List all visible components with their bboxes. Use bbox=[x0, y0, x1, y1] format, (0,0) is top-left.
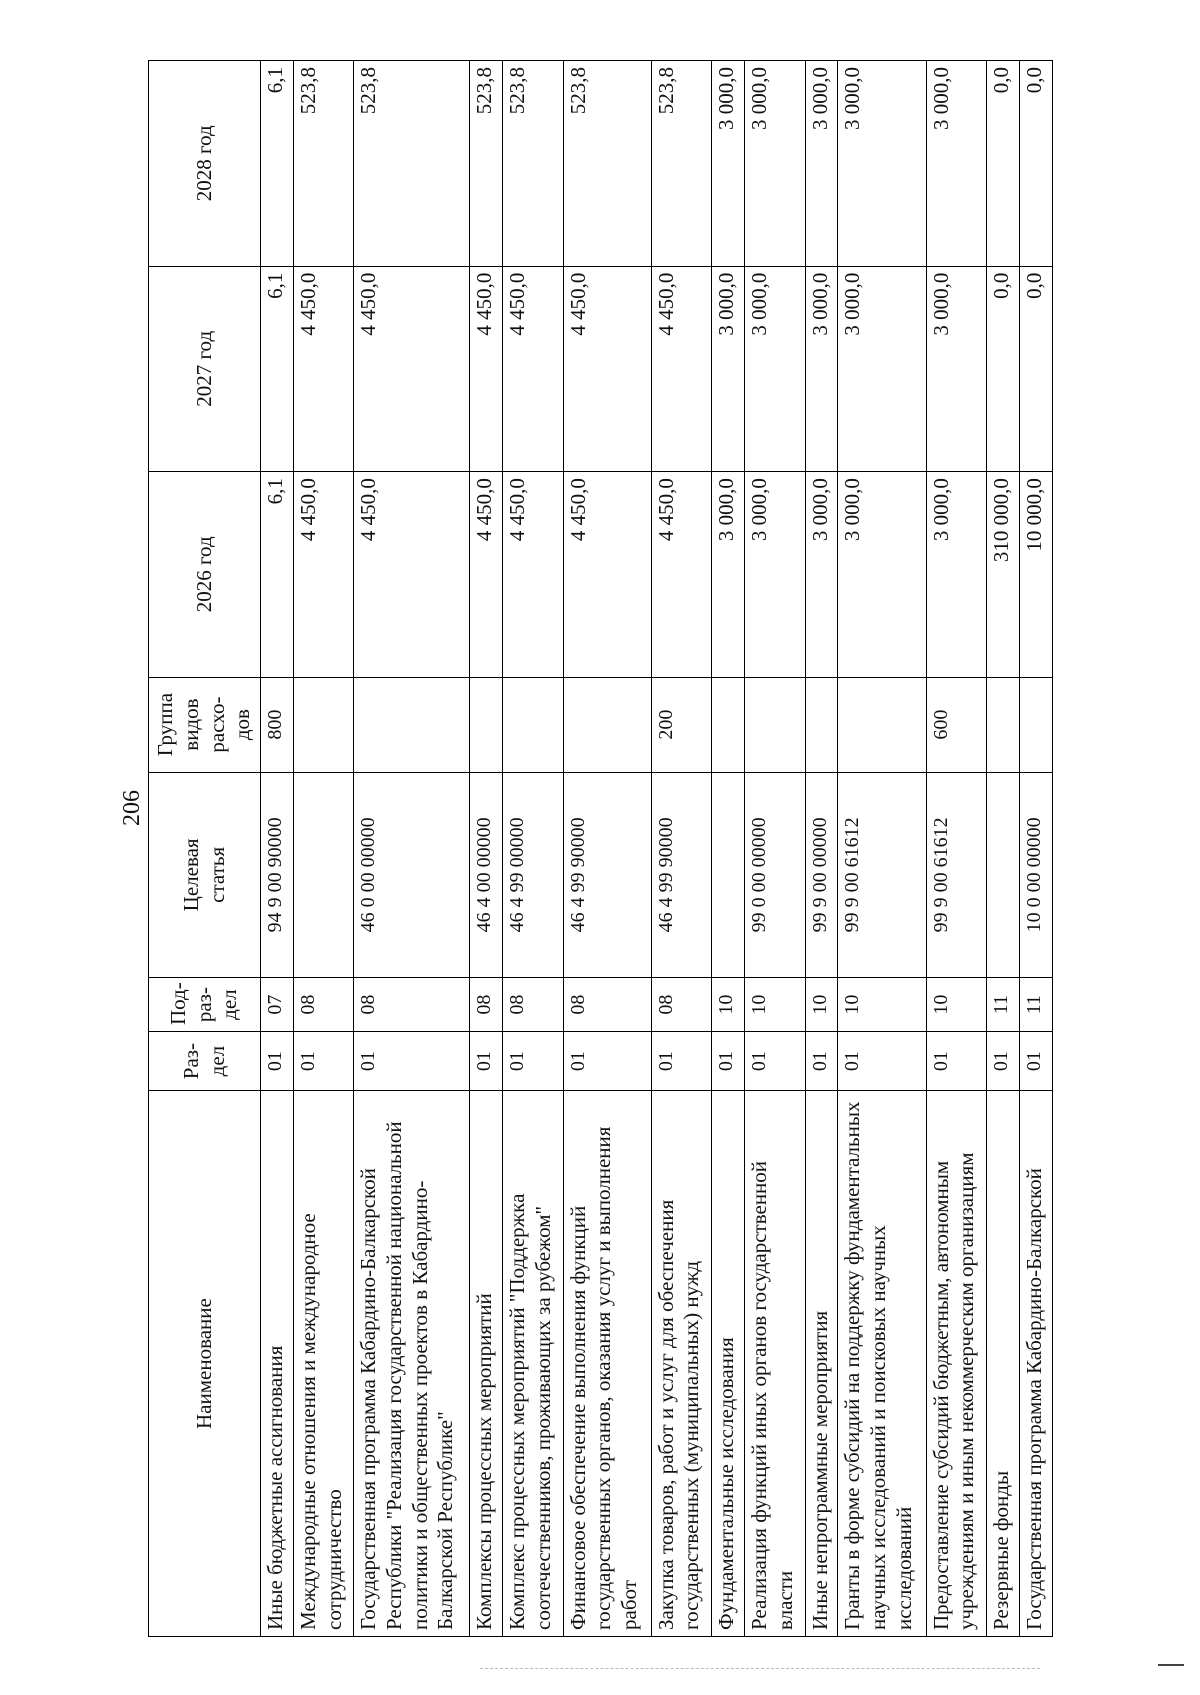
cell-2026: 4 450,0 bbox=[503, 472, 564, 678]
cell-name: Государственная программа Кабардино-Балкарской bbox=[1019, 1091, 1052, 1637]
cell-2026: 4 450,0 bbox=[470, 472, 503, 678]
table-row bbox=[745, 61, 806, 1637]
cell-name: Комплекс процессных мероприятий "Поддержка соотечественников, проживающих за рубежом" bbox=[503, 1091, 564, 1637]
cell-podrazdel: 10 bbox=[805, 978, 838, 1032]
cell-podrazdel: 08 bbox=[354, 978, 470, 1032]
table-row bbox=[987, 61, 1020, 1637]
cell-name: Иные бюджетные ассигнования bbox=[261, 1091, 294, 1637]
cell-podrazdel: 10 bbox=[838, 978, 926, 1032]
cell-2026: 3 000,0 bbox=[745, 472, 806, 678]
cell-gruppa bbox=[1019, 677, 1052, 772]
cell-2026: 10 000,0 bbox=[1019, 472, 1052, 678]
cell-celevaya-statya: 99 9 00 61612 bbox=[838, 772, 926, 978]
cell-celevaya-statya: 46 0 00 00000 bbox=[354, 772, 470, 978]
cell-razdel: 01 bbox=[503, 1032, 564, 1091]
cell-2027: 4 450,0 bbox=[651, 266, 712, 472]
cell-razdel: 01 bbox=[712, 1032, 745, 1091]
budget-table-rotated bbox=[148, 60, 1053, 1637]
cell-celevaya-statya: 46 4 99 90000 bbox=[563, 772, 651, 978]
header-podrazdel: Под- раз- дел bbox=[149, 978, 261, 1032]
cell-razdel: 01 bbox=[926, 1032, 987, 1091]
cell-2028: 523,8 bbox=[470, 61, 503, 267]
cell-celevaya-statya: 10 0 00 00000 bbox=[1019, 772, 1052, 978]
cell-razdel: 01 bbox=[745, 1032, 806, 1091]
cell-2028: 523,8 bbox=[293, 61, 354, 267]
cell-podrazdel: 10 bbox=[712, 978, 745, 1032]
cell-2027: 3 000,0 bbox=[805, 266, 838, 472]
cell-2027: 3 000,0 bbox=[712, 266, 745, 472]
cell-2028: 523,8 bbox=[354, 61, 470, 267]
cell-name: Международные отношения и международное сотрудничество bbox=[293, 1091, 354, 1637]
cell-podrazdel: 07 bbox=[261, 978, 294, 1032]
cell-2028: 0,0 bbox=[1019, 61, 1052, 267]
cell-2028: 3 000,0 bbox=[805, 61, 838, 267]
cell-name: Государственная программа Кабардино-Балкарской Республики "Реализация государственной национальной политики и общественных проектов в Кабардино-Балкарской Республике" bbox=[354, 1091, 470, 1637]
cell-2028: 523,8 bbox=[651, 61, 712, 267]
cell-razdel: 01 bbox=[563, 1032, 651, 1091]
cell-razdel: 01 bbox=[354, 1032, 470, 1091]
cell-gruppa bbox=[838, 677, 926, 772]
cell-razdel: 01 bbox=[293, 1032, 354, 1091]
cell-celevaya-statya: 94 9 00 90000 bbox=[261, 772, 294, 978]
cell-gruppa: 800 bbox=[261, 677, 294, 772]
cell-2026: 4 450,0 bbox=[293, 472, 354, 678]
cell-2027: 4 450,0 bbox=[503, 266, 564, 472]
table-row bbox=[805, 61, 838, 1637]
cell-celevaya-statya: 46 4 99 00000 bbox=[503, 772, 564, 978]
header-2026: 2026 год bbox=[149, 472, 261, 678]
cell-podrazdel: 11 bbox=[1019, 978, 1052, 1032]
cell-gruppa: 600 bbox=[926, 677, 987, 772]
header-2027: 2027 год bbox=[149, 266, 261, 472]
cell-podrazdel: 10 bbox=[745, 978, 806, 1032]
header-celevaya-statya: Целевая статья bbox=[149, 772, 261, 978]
scan-artifact-line bbox=[480, 1668, 1040, 1669]
cell-gruppa bbox=[354, 677, 470, 772]
cell-2027: 0,0 bbox=[1019, 266, 1052, 472]
table-row bbox=[261, 61, 294, 1637]
table-header bbox=[149, 61, 261, 1637]
cell-2027: 6,1 bbox=[261, 266, 294, 472]
cell-2027: 3 000,0 bbox=[838, 266, 926, 472]
table-row bbox=[470, 61, 503, 1637]
table-row bbox=[293, 61, 354, 1637]
cell-celevaya-statya: 46 4 00 00000 bbox=[470, 772, 503, 978]
cell-podrazdel: 08 bbox=[563, 978, 651, 1032]
header-2028: 2028 год bbox=[149, 61, 261, 267]
cell-razdel: 01 bbox=[1019, 1032, 1052, 1091]
cell-2027: 4 450,0 bbox=[293, 266, 354, 472]
cell-celevaya-statya: 99 0 00 00000 bbox=[745, 772, 806, 978]
cell-2026: 4 450,0 bbox=[651, 472, 712, 678]
table-row bbox=[1019, 61, 1052, 1637]
cell-razdel: 01 bbox=[261, 1032, 294, 1091]
cell-2028: 3 000,0 bbox=[926, 61, 987, 267]
cell-gruppa bbox=[503, 677, 564, 772]
cell-podrazdel: 11 bbox=[987, 978, 1020, 1032]
cell-2027: 0,0 bbox=[987, 266, 1020, 472]
cell-name: Реализация функций иных органов государственной власти bbox=[745, 1091, 806, 1637]
cell-podrazdel: 08 bbox=[503, 978, 564, 1032]
cell-2027: 4 450,0 bbox=[354, 266, 470, 472]
cell-2026: 3 000,0 bbox=[926, 472, 987, 678]
table-row bbox=[503, 61, 564, 1637]
cell-razdel: 01 bbox=[470, 1032, 503, 1091]
cell-2028: 0,0 bbox=[987, 61, 1020, 267]
cell-2027: 4 450,0 bbox=[470, 266, 503, 472]
cell-gruppa bbox=[745, 677, 806, 772]
cell-razdel: 01 bbox=[805, 1032, 838, 1091]
header-name: Наименование bbox=[149, 1091, 261, 1637]
table-body bbox=[261, 61, 1053, 1637]
cell-2026: 310 000,0 bbox=[987, 472, 1020, 678]
cell-2028: 3 000,0 bbox=[745, 61, 806, 267]
cell-gruppa bbox=[712, 677, 745, 772]
cell-gruppa bbox=[563, 677, 651, 772]
cell-gruppa bbox=[293, 677, 354, 772]
cell-2028: 3 000,0 bbox=[712, 61, 745, 267]
cell-razdel: 01 bbox=[987, 1032, 1020, 1091]
table-row bbox=[651, 61, 712, 1637]
cell-name: Иные непрограммные мероприятия bbox=[805, 1091, 838, 1637]
cell-podrazdel: 08 bbox=[293, 978, 354, 1032]
cell-celevaya-statya bbox=[712, 772, 745, 978]
cell-podrazdel: 08 bbox=[470, 978, 503, 1032]
cell-2026: 4 450,0 bbox=[354, 472, 470, 678]
table-row bbox=[926, 61, 987, 1637]
cell-celevaya-statya: 99 9 00 61612 bbox=[926, 772, 987, 978]
cell-razdel: 01 bbox=[838, 1032, 926, 1091]
cell-celevaya-statya bbox=[987, 772, 1020, 978]
cell-2027: 3 000,0 bbox=[926, 266, 987, 472]
cell-podrazdel: 08 bbox=[651, 978, 712, 1032]
cell-razdel: 01 bbox=[651, 1032, 712, 1091]
header-razdel: Раз- дел bbox=[149, 1032, 261, 1091]
budget-table bbox=[148, 60, 1053, 1637]
cell-gruppa bbox=[470, 677, 503, 772]
cell-name: Комплексы процессных мероприятий bbox=[470, 1091, 503, 1637]
cell-2027: 3 000,0 bbox=[745, 266, 806, 472]
header-gruppa-vidov-rashodov: Группа видов расхо- дов bbox=[149, 677, 261, 772]
cell-2027: 4 450,0 bbox=[563, 266, 651, 472]
cell-2026: 3 000,0 bbox=[805, 472, 838, 678]
page-number: 206 bbox=[119, 790, 145, 826]
table-row bbox=[838, 61, 926, 1637]
cell-2026: 6,1 bbox=[261, 472, 294, 678]
table-row bbox=[712, 61, 745, 1637]
table-row bbox=[563, 61, 651, 1637]
cell-celevaya-statya bbox=[293, 772, 354, 978]
cell-2026: 3 000,0 bbox=[712, 472, 745, 678]
cell-2026: 3 000,0 bbox=[838, 472, 926, 678]
cell-2028: 6,1 bbox=[261, 61, 294, 267]
cell-name: Финансовое обеспечение выполнения функций государственных органов, оказания услуг и выполнения работ bbox=[563, 1091, 651, 1637]
cell-celevaya-statya: 46 4 99 90000 bbox=[651, 772, 712, 978]
cell-name: Предоставление субсидий бюджетным, автономным учреждениям и иным некоммерческим организациям bbox=[926, 1091, 987, 1637]
cell-name: Гранты в форме субсидий на поддержку фундаментальных научных исследований и поисковых научных исследований bbox=[838, 1091, 926, 1637]
cell-gruppa bbox=[987, 677, 1020, 772]
table-row bbox=[354, 61, 470, 1637]
cell-2028: 523,8 bbox=[563, 61, 651, 267]
cell-podrazdel: 10 bbox=[926, 978, 987, 1032]
cell-gruppa bbox=[805, 677, 838, 772]
cell-gruppa: 200 bbox=[651, 677, 712, 772]
cell-2028: 523,8 bbox=[503, 61, 564, 267]
cell-name: Фундаментальные исследования bbox=[712, 1091, 745, 1637]
cell-name: Резервные фонды bbox=[987, 1091, 1020, 1637]
cell-name: Закупка товаров, работ и услуг для обеспечения государственных (муниципальных) нужд bbox=[651, 1091, 712, 1637]
cell-celevaya-statya: 99 9 00 00000 bbox=[805, 772, 838, 978]
scan-corner-mark bbox=[1158, 1664, 1184, 1666]
cell-2026: 4 450,0 bbox=[563, 472, 651, 678]
cell-2028: 3 000,0 bbox=[838, 61, 926, 267]
